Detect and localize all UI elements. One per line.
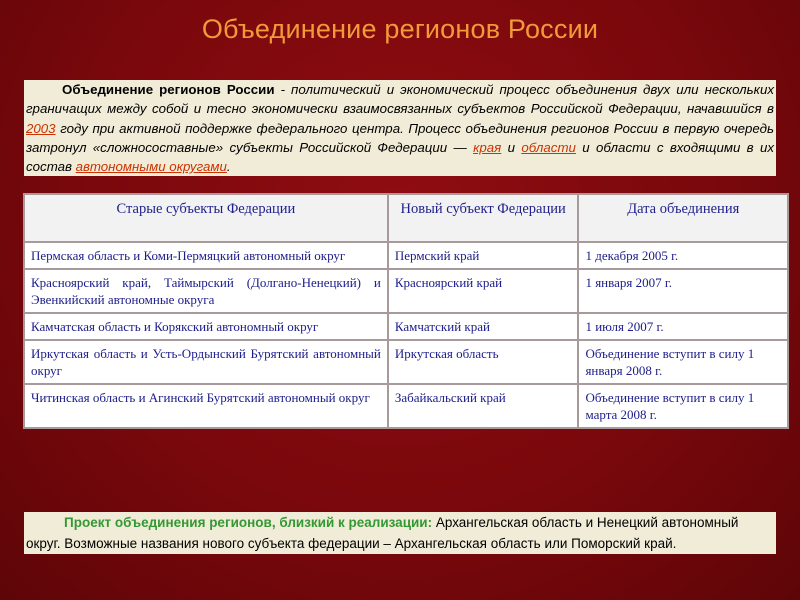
table-row [24,242,788,269]
cell-old-subjects: Камчатская область и Корякский автономный округ [24,313,388,340]
table-header-row [24,194,788,242]
header-old-subjects: Старые субъекты Федерации [24,194,388,242]
intro-term: Объединение регионов России [62,82,275,97]
intro-text-2: году при активной поддержке федерального центра. Процесс объединения регионов России в первую очередь затронул «сложносоставные» субъекты Российской Федерации — [26,120,774,155]
header-merge-date: Дата объединения [578,194,788,242]
cell-old-subjects: Пермская область и Коми-Пермяцкий автономный округ [24,242,388,269]
table-row [24,384,788,428]
cell-old-subjects: Красноярский край, Таймырский (Долгано-Ненецкий) и Эвенкийский автономные округа [24,269,388,313]
link-oblasti[interactable]: области [521,139,576,155]
cell-old-subjects: Читинская область и Агинский Бурятский автономный округ [24,384,388,428]
cell-merge-date: Объединение вступит в силу 1 января 2008 г. [578,340,788,384]
cell-merge-date: Объединение вступит в силу 1 марта 2008 г. [578,384,788,428]
intro-text-3: и [501,139,522,155]
footer-lead: Проект объединения регионов, близкий к реализации: [64,515,433,530]
cell-new-subject: Забайкальский край [388,384,579,428]
intro-text-4: и области с входящими в их состав [26,139,774,175]
intro-paragraph [24,80,776,176]
link-autonomous-okrugs[interactable]: автономными округами [75,159,227,175]
cell-new-subject: Пермский край [388,242,579,269]
intro-text-1: - политический и экономический процесс объединения двух или нескольких граничащих между собой и тесно экономически взаимосвязанных субъектов Российской Федерации, начавшийся в [26,82,774,117]
page-title: Объединение регионов России [201,14,599,44]
cell-merge-date: 1 января 2007 г. [578,269,788,313]
footer-paragraph [24,512,776,554]
cell-new-subject: Красноярский край [388,269,579,313]
link-kraya[interactable]: края [473,139,502,155]
cell-old-subjects: Иркутская область и Усть-Ордынский Бурятский автономный округ [24,340,388,384]
link-2003[interactable]: 2003 [26,120,56,136]
cell-new-subject: Иркутская область [388,340,579,384]
header-new-subject: Новый субъект Федерации [388,194,579,242]
cell-merge-date: 1 июля 2007 г. [578,313,788,340]
footer-text: Архангельская область и Ненецкий автономный округ. Возможные названия нового субъекта федерации – Архангельская область или Поморский край. [26,515,739,551]
cell-new-subject: Камчатский край [388,313,579,340]
table-row [24,313,788,340]
cell-merge-date: 1 декабря 2005 г. [578,242,788,269]
table-row [24,269,788,313]
regions-table [23,193,789,429]
intro-text-5: . [226,159,231,175]
table-row [24,340,788,384]
